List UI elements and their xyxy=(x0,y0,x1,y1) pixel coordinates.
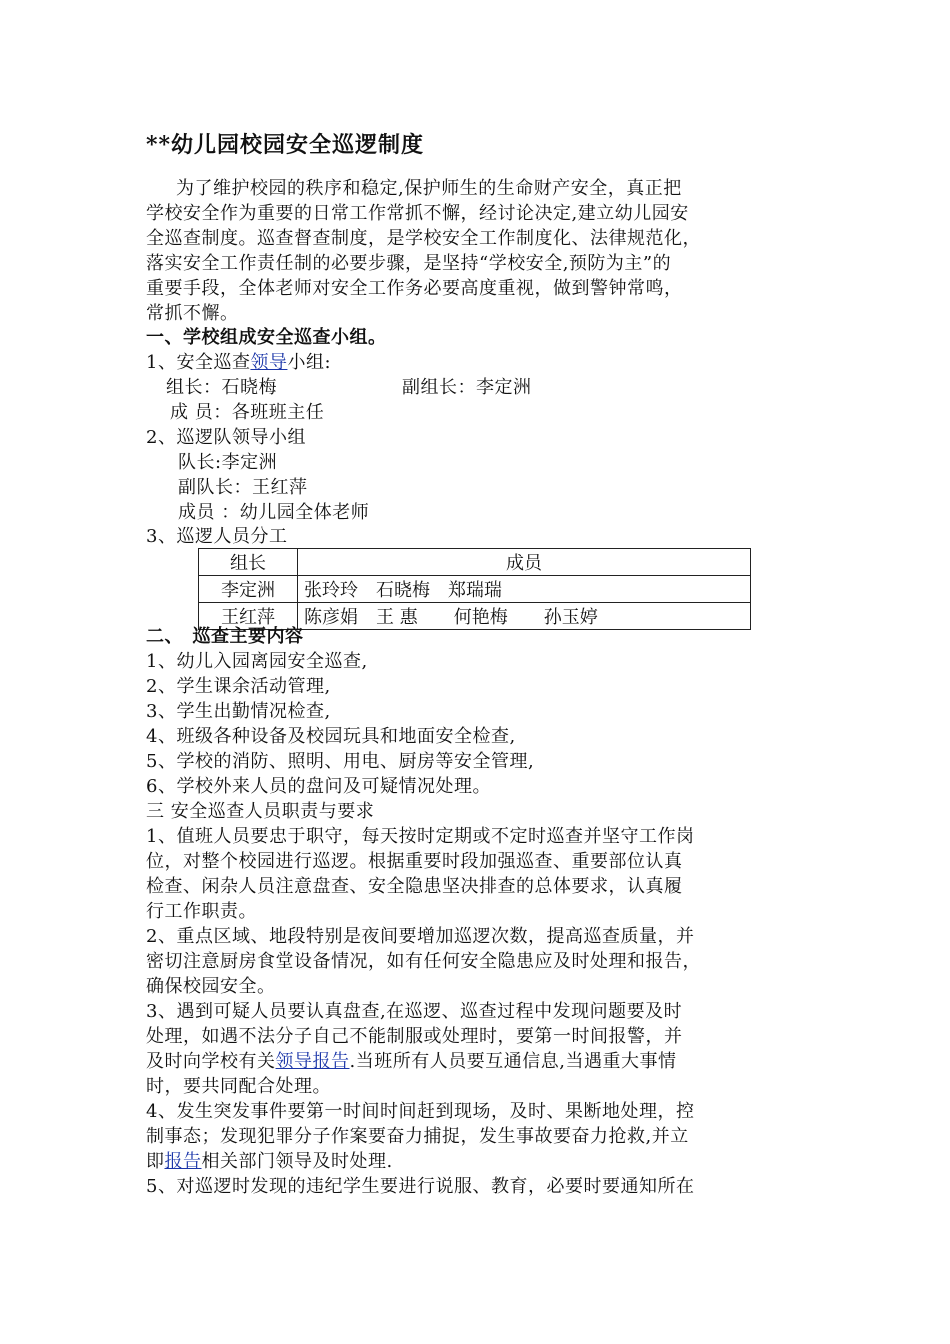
list-item: 4、班级各种设备及校园玩具和地面安全检查, xyxy=(146,726,516,747)
paragraph-line: 2、重点区域、地段特别是夜间要增加巡逻次数，提高巡查质量，并 xyxy=(146,926,695,947)
list-item: 5、学校的消防、照明、用电、厨房等安全管理, xyxy=(146,751,535,772)
list-item: 2、巡逻队领导小组 xyxy=(146,427,306,448)
paragraph-line: 4、发生突发事件要第一时间时间赶到现场，及时、果断地处理，控 xyxy=(146,1101,695,1122)
patrol-vice-captain: 副队长：王红萍 xyxy=(178,477,308,498)
group-leader: 组长：石晓梅 xyxy=(166,377,277,398)
table-header-cell: 成员 xyxy=(298,549,751,576)
leader-link[interactable]: 领导 xyxy=(250,352,288,373)
staff-table xyxy=(198,548,751,630)
intro-line: 落实安全工作责任制的必要步骤，是坚持“学校安全,预防为主”的 xyxy=(146,253,672,274)
intro-line: 为了维护校园的秩序和稳定,保护师生的生命财产安全，真正把 xyxy=(176,178,682,199)
paragraph-line xyxy=(146,1149,393,1174)
paragraph-line: 检查、闲杂人员注意盘查、安全隐患坚决排查的总体要求，认真履 xyxy=(146,876,683,897)
line-text: 相关部门领导及时处理. xyxy=(201,1151,393,1172)
table-cell: 张玲玲 石晓梅 郑瑞瑞 xyxy=(298,576,751,603)
line-text: 及时向学校有关 xyxy=(146,1051,276,1072)
line-text: 即 xyxy=(146,1151,165,1172)
list-item: 6、学校外来人员的盘问及可疑情况处理。 xyxy=(146,776,491,797)
table-cell: 陈彦娟 王 惠 何艳梅 孙玉婷 xyxy=(298,603,751,630)
paragraph-line: 5、对巡逻时发现的违纪学生要进行说服、教育，必要时要通知所在 xyxy=(146,1176,695,1197)
list-item: 2、学生课余活动管理, xyxy=(146,676,331,697)
patrol-members: 成员 ：幼儿园全体老师 xyxy=(178,502,370,523)
line-text: .当班所有人员要互通信息,当遇重大事情 xyxy=(349,1051,677,1072)
list-item: 3、学生出勤情况检查, xyxy=(146,701,331,722)
item-text: 1、安全巡查 xyxy=(146,352,251,373)
intro-line: 全巡查制度。巡查督查制度，是学校安全工作制度化、法律规范化， xyxy=(146,228,701,249)
table-row xyxy=(199,576,751,603)
table-cell: 王红萍 xyxy=(199,603,298,630)
group-vice-leader: 副组长：李定洲 xyxy=(402,377,532,398)
paragraph-line: 确保校园安全。 xyxy=(146,976,276,997)
list-item: 1、幼儿入园离园安全巡查, xyxy=(146,651,368,672)
item-text: 小组: xyxy=(287,352,332,373)
document-title: **幼儿园校园安全巡逻制度 xyxy=(146,132,425,158)
intro-line: 重要手段，全体老师对安全工作务必要高度重视，做到警钟常鸣， xyxy=(146,278,683,299)
group-members: 成 员：各班班主任 xyxy=(170,402,325,423)
paragraph-line: 行工作职责。 xyxy=(146,901,257,922)
list-item: 3、巡逻人员分工 xyxy=(146,526,288,547)
paragraph-line: 处理，如遇不法分子自己不能制服或处理时，要第一时间报警，并 xyxy=(146,1026,683,1047)
table-header-row xyxy=(199,549,751,576)
paragraph-line: 密切注意厨房食堂设备情况，如有任何安全隐患应及时处理和报告， xyxy=(146,951,701,972)
patrol-captain: 队长:李定洲 xyxy=(178,452,278,473)
section-heading: 一、学校组成安全巡查小组。 xyxy=(146,327,387,348)
paragraph-line: 位，对整个校园进行巡逻。根据重要时段加强巡查、重要部位认真 xyxy=(146,851,683,872)
leader-report-link[interactable]: 领导报告 xyxy=(275,1051,350,1072)
intro-line: 学校安全作为重要的日常工作常抓不懈，经讨论决定,建立幼儿园安 xyxy=(146,203,689,224)
report-link[interactable]: 报告 xyxy=(164,1151,202,1172)
paragraph-line: 时，要共同配合处理。 xyxy=(146,1076,331,1097)
paragraph-line: 3、遇到可疑人员要认真盘查,在巡逻、巡查过程中发现问题要及时 xyxy=(146,1001,683,1022)
section-heading: 三 安全巡查人员职责与要求 xyxy=(146,801,375,822)
paragraph-line xyxy=(146,1049,676,1074)
paragraph-line: 1、值班人员要忠于职守，每天按时定期或不定时巡查并坚守工作岗 xyxy=(146,826,695,847)
paragraph-line: 制事态；发现犯罪分子作案要奋力捕捉，发生事故要奋力抢救,并立 xyxy=(146,1126,689,1147)
list-item xyxy=(146,350,331,375)
intro-line: 常抓不懈。 xyxy=(146,303,239,324)
section-heading: 二、 巡查主要内容 xyxy=(146,626,304,647)
table-header-cell: 组长 xyxy=(199,549,298,576)
table-cell: 李定洲 xyxy=(199,576,298,603)
